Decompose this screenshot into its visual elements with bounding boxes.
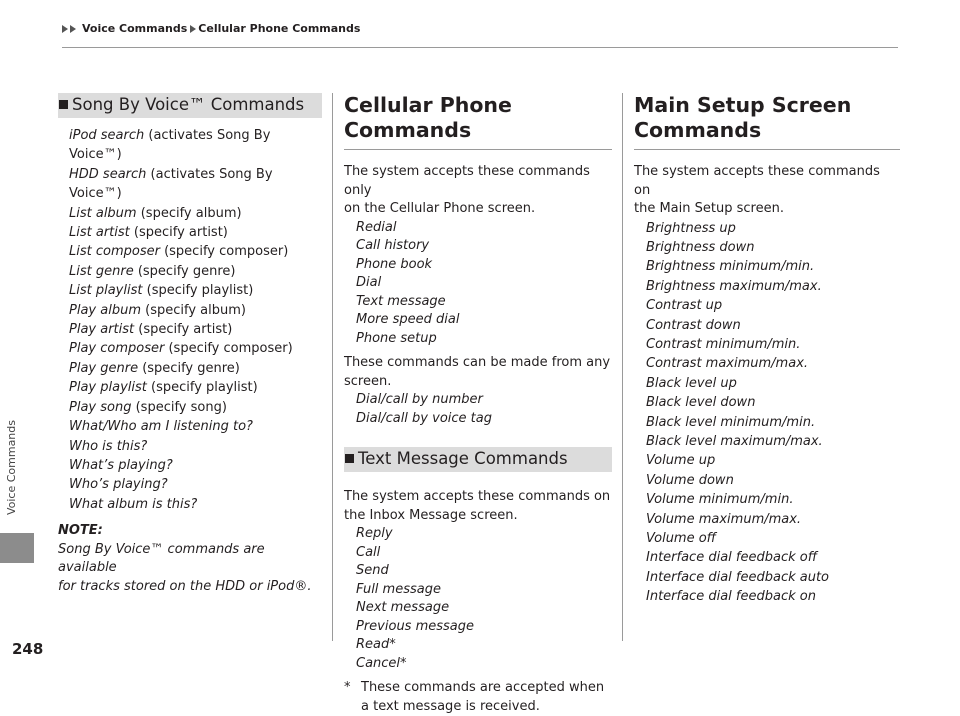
song-command-item	[69, 126, 322, 165]
any-screen-command-list	[344, 391, 612, 428]
command-name: HDD search	[69, 166, 147, 182]
setup-command-item: Interface dial feedback auto	[646, 569, 830, 585]
setup-command-item: Brightness up	[646, 220, 736, 236]
setup-command-item: Contrast minimum/min.	[646, 336, 801, 352]
text-message-command-item: Full message	[356, 581, 441, 597]
command-description: (specify artist)	[134, 322, 233, 338]
setup-command-item: Volume down	[646, 472, 734, 488]
breadcrumb	[62, 22, 360, 35]
text-message-command-item: Call	[356, 544, 381, 560]
cellular-column	[344, 93, 612, 716]
command-name: Play genre	[69, 360, 139, 376]
main-setup-intro: The system accepts these commands on the Main Setup screen.	[634, 164, 880, 216]
command-name: What album is this?	[69, 496, 198, 512]
command-description: (specify playlist)	[146, 380, 258, 396]
song-command-item	[69, 204, 322, 223]
note-heading: NOTE:	[58, 523, 103, 539]
command-name: Play artist	[69, 322, 135, 338]
song-command-item	[69, 378, 322, 397]
page-number: 248	[12, 640, 44, 658]
text-message-command-item: Cancel*	[356, 655, 407, 671]
command-description: (specify playlist)	[142, 283, 254, 299]
song-command-list	[58, 126, 322, 514]
breadcrumb-current[interactable]: Cellular Phone Commands	[198, 22, 361, 35]
command-name: Play song	[69, 399, 132, 415]
song-command-item	[69, 398, 322, 417]
cellular-command-item: Phone setup	[356, 330, 437, 346]
song-command-item	[69, 456, 322, 475]
song-command-item	[69, 242, 322, 261]
setup-command-item: Interface dial feedback off	[646, 550, 818, 566]
setup-command-item: Black level minimum/min.	[646, 414, 816, 430]
command-name: List playlist	[69, 283, 143, 299]
song-command-item	[69, 417, 322, 436]
cellular-command-item: Redial	[356, 219, 397, 235]
song-command-item	[69, 165, 322, 204]
setup-command-item: Interface dial feedback on	[646, 589, 816, 605]
setup-command-item: Volume minimum/min.	[646, 492, 794, 508]
setup-command-item: Contrast up	[646, 298, 723, 314]
setup-command-item: Black level maximum/max.	[646, 433, 823, 449]
command-name: List album	[69, 205, 137, 221]
command-name: List genre	[69, 263, 134, 279]
breadcrumb-arrow-icon	[190, 25, 196, 33]
setup-command-item: Volume maximum/max.	[646, 511, 802, 527]
text-message-command-item: Previous message	[356, 618, 475, 634]
command-description: (specify artist)	[129, 225, 228, 241]
command-name: Who is this?	[69, 438, 148, 454]
command-description: (specify genre)	[133, 263, 236, 279]
song-by-voice-heading: Song By Voice™ Commands	[58, 93, 322, 118]
cellular-command-item: Phone book	[356, 256, 433, 272]
square-bullet-icon	[59, 100, 68, 109]
column-divider	[622, 93, 623, 641]
breadcrumb-arrow-icon	[62, 25, 68, 33]
song-by-voice-column	[58, 93, 322, 596]
cellular-intro: The system accepts these commands only on the Cellular Phone screen.	[344, 164, 590, 216]
section-rule	[344, 149, 612, 150]
setup-command-item: Brightness maximum/max.	[646, 278, 822, 294]
column-divider	[332, 93, 333, 641]
text-message-command-item: Read*	[356, 637, 396, 652]
song-command-item	[69, 262, 322, 281]
song-command-item	[69, 223, 322, 242]
song-note	[58, 522, 322, 596]
header-rule	[62, 47, 898, 48]
note-text: Song By Voice™ commands are available	[58, 541, 265, 576]
any-screen-command-item: Dial/call by number	[356, 392, 483, 407]
cellular-command-list	[344, 219, 612, 349]
song-command-item	[69, 437, 322, 456]
command-description: (specify genre)	[138, 360, 240, 376]
setup-command-item: Volume up	[646, 453, 716, 469]
cellular-command-item: More speed dial	[356, 312, 460, 327]
command-description: (specify composer)	[159, 244, 289, 260]
command-name: Play album	[69, 302, 141, 318]
command-name: List artist	[69, 225, 130, 241]
setup-command-item: Volume off	[646, 531, 717, 546]
any-screen-command-item: Dial/call by voice tag	[356, 410, 492, 426]
section-rule	[634, 149, 900, 150]
main-setup-command-list	[634, 219, 900, 607]
command-description: (specify song)	[131, 399, 227, 415]
text-message-command-item: Next message	[356, 600, 450, 615]
song-command-item	[69, 475, 322, 494]
command-description: (specify album)	[140, 302, 246, 318]
command-description: (activates Song By Voice™)	[69, 166, 273, 202]
setup-command-item: Contrast maximum/max.	[646, 356, 809, 372]
command-name: Play composer	[69, 341, 165, 357]
side-section-label: Voice Commands	[5, 420, 18, 516]
main-setup-column	[634, 93, 900, 607]
text-message-heading: Text Message Commands	[344, 447, 612, 472]
command-name: iPod search	[69, 128, 145, 143]
side-thumb-tab	[0, 533, 34, 563]
cellular-title: Cellular Phone Commands	[344, 93, 512, 142]
note-text: for tracks stored on the HDD or iPod®.	[58, 578, 312, 594]
square-bullet-icon	[345, 454, 354, 463]
song-command-item	[69, 359, 322, 378]
cellular-command-item: Dial	[356, 275, 382, 290]
song-command-item	[69, 320, 322, 339]
command-description: (specify composer)	[164, 341, 293, 357]
breadcrumb-link-voice-commands[interactable]: Voice Commands	[82, 22, 188, 35]
footnote: * These commands are accepted when a text message is received.	[344, 679, 612, 716]
song-command-item	[69, 339, 322, 358]
song-command-item	[69, 495, 322, 514]
cellular-command-item: Call history	[356, 238, 430, 253]
text-message-command-item: Send	[356, 563, 389, 578]
command-name: Play playlist	[69, 380, 147, 396]
text-message-command-list	[344, 525, 612, 673]
setup-command-item: Contrast down	[646, 317, 741, 333]
setup-command-item: Brightness down	[646, 239, 755, 255]
footnote-mark: *	[344, 680, 351, 695]
cellular-command-item: Text message	[356, 293, 446, 309]
command-name: What’s playing?	[69, 457, 173, 473]
text-message-intro: The system accepts these commands on the Inbox Message screen.	[344, 489, 611, 523]
song-command-item	[69, 281, 322, 300]
setup-command-item: Brightness minimum/min.	[646, 259, 815, 275]
command-name: What/Who am I listening to?	[69, 419, 253, 435]
command-description: (specify album)	[136, 205, 242, 221]
main-setup-title: Main Setup Screen Commands	[634, 93, 852, 142]
command-description: (activates Song By Voice™)	[69, 128, 271, 163]
command-name: List composer	[69, 244, 160, 260]
setup-command-item: Black level up	[646, 375, 737, 391]
command-name: Who’s playing?	[69, 477, 168, 493]
breadcrumb-arrow-icon	[70, 25, 76, 33]
any-screen-intro: These commands can be made from any screen.	[344, 355, 611, 389]
song-command-item	[69, 301, 322, 320]
setup-command-item: Black level down	[646, 395, 756, 411]
text-message-command-item: Reply	[356, 526, 393, 541]
